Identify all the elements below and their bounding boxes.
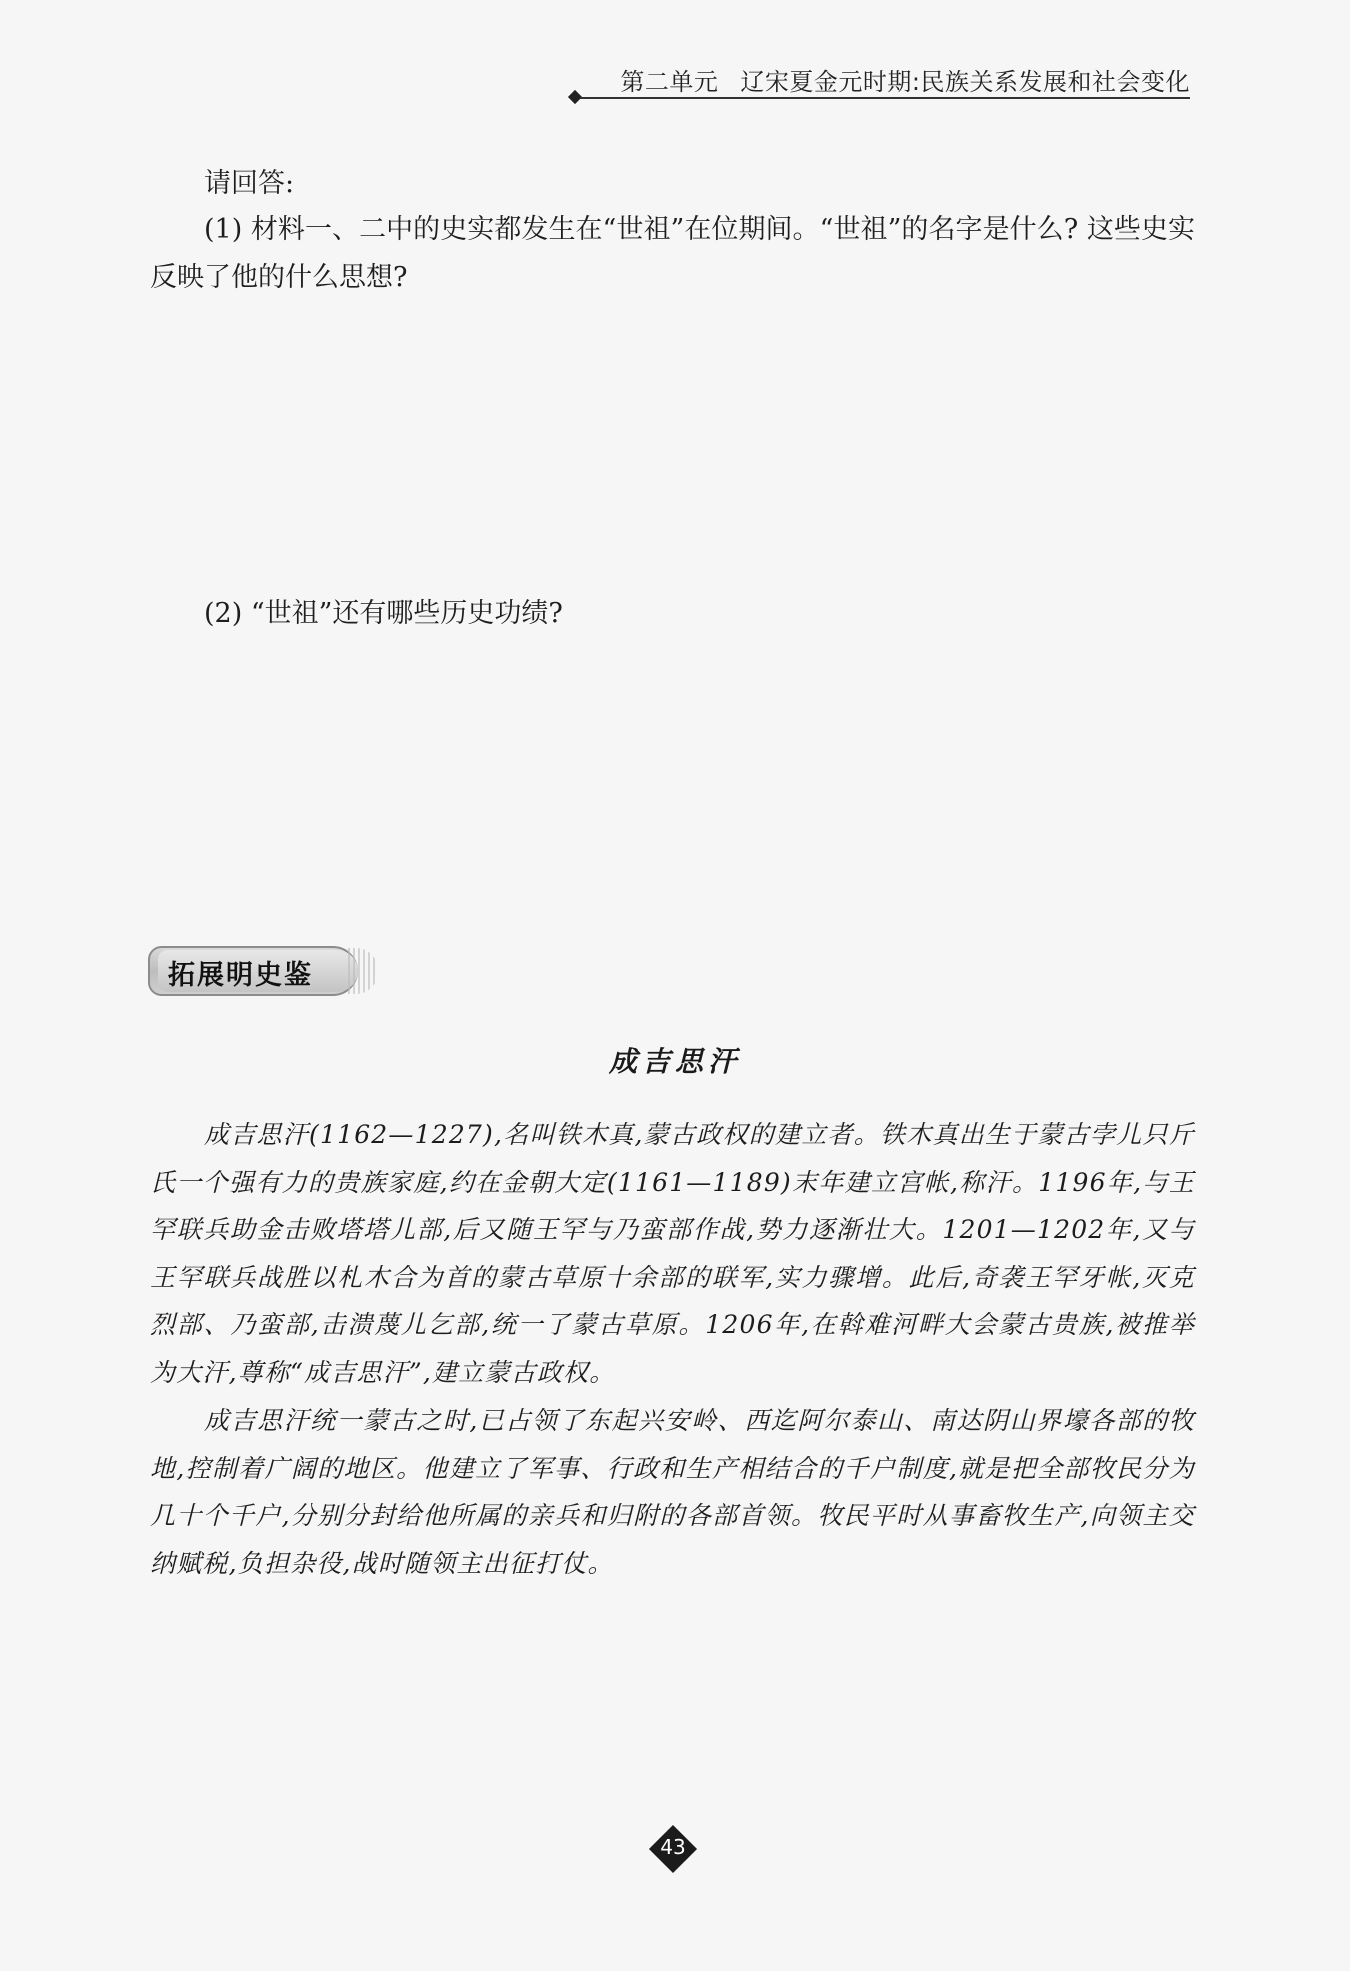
header-rule bbox=[580, 97, 1190, 99]
page-number: 43 bbox=[660, 1835, 686, 1859]
section-banner-label: 拓展明史鉴 bbox=[168, 960, 313, 991]
header-unit: 第二单元 bbox=[620, 68, 719, 96]
running-header bbox=[570, 58, 1190, 102]
header-text bbox=[620, 62, 1190, 97]
header-title: 辽宋夏金元时期:民族关系发展和社会变化 bbox=[740, 68, 1190, 96]
question-1: (1) 材料一、二中的史实都发生在“世祖”在位期间。“世祖”的名字是什么? 这些史实反映了他的什么思想? bbox=[150, 214, 1195, 293]
section-banner bbox=[148, 946, 370, 996]
question-intro: 请回答: bbox=[204, 168, 295, 199]
question-2: (2) “世祖”还有哪些历史功绩? bbox=[204, 598, 563, 629]
article-paragraph-2: 成吉思汗统一蒙古之时,已占领了东起兴安岭、西迄阿尔泰山、南达阴山界壕各部的牧地,控制着广阔的地区。他建立了军事、行政和生产相结合的千户制度,就是把全部牧民分为几十个千户,分别分封给他所属的亲兵和归附的各部首领。牧民平时从事畜牧生产,向领主交纳赋税,负担杂役,战时随领主出征打仗。 bbox=[150, 1406, 1195, 1578]
article-title: 成吉思汗 bbox=[608, 1045, 741, 1078]
article-paragraph-1: 成吉思汗(1162—1227),名叫铁木真,蒙古政权的建立者。铁木真出生于蒙古孛儿只斤氏一个强有力的贵族家庭,约在金朝大定(1161—1189)末年建立宫帐,称汗。1196年,与王罕联兵助金击败塔塔儿部,后又随王罕与乃蛮部作战,势力逐渐壮大。1201—1202年,又与王罕联兵战胜以札木合为首的蒙古草原十余部的联军,实力骤增。此后,奇袭王罕牙帐,灭克烈部、乃蛮部,击溃蔑儿乞部,统一了蒙古草原。1206年,在斡难河畔大会蒙古贵族,被推举为大汗,尊称“成吉思汗”,建立蒙古政权。 bbox=[150, 1120, 1195, 1387]
page-number-badge bbox=[648, 1824, 698, 1874]
